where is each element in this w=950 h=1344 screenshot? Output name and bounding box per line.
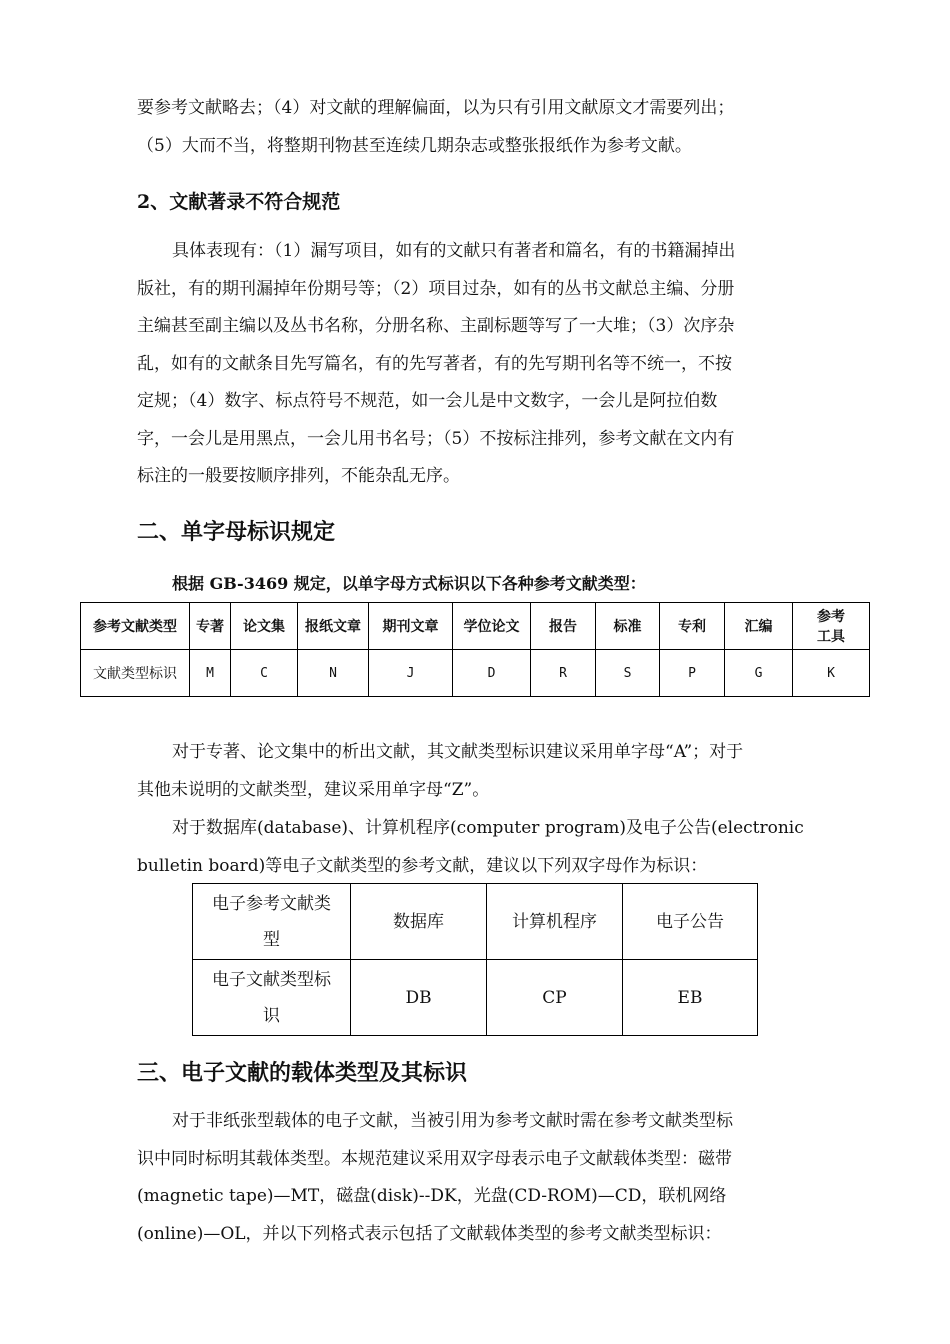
section-heading-san: 三、电子文献的载体类型及其标识 (137, 1060, 468, 1086)
table-row-label (193, 884, 351, 960)
table-cell: J (369, 650, 453, 697)
text-line: 对于专著、论文集中的析出文献，其文献类型标识建议采用单字母“A”；对于 (172, 742, 744, 762)
text-line: 乱，如有的文献条目先写篇名，有的先写著者，有的先写期刊名等不统一，不按 (137, 353, 732, 374)
table-cell: CP (487, 960, 623, 1036)
header-text-line: 工具 (817, 629, 845, 645)
section-2-paragraph (137, 233, 827, 496)
text-line: (magnetic tape)—MT，磁盘(disk)--DK，光盘(CD-ROM)—CD，联机网络 (137, 1186, 727, 1206)
section-heading-er: 二、单字母标识规定 (137, 519, 336, 545)
label-text-line: 型 (263, 929, 280, 950)
table-cell: D (453, 650, 531, 697)
text-line: 版社，有的期刊漏掉年份期号等；（2）项目过杂，如有的丛书文献总主编、分册 (137, 278, 735, 299)
table-row-label (193, 960, 351, 1036)
table-cell: C (231, 650, 298, 697)
table-header-cell: 汇编 (725, 603, 793, 650)
table-header-cell: 学位论文 (453, 603, 531, 650)
text-line: （5）大而不当，将整期刊物甚至连续几期杂志或整张报纸作为参考文献。 (137, 135, 692, 156)
text-line: (online)—OL，并以下列格式表示包括了文献载体类型的参考文献类型标识： (137, 1223, 722, 1244)
table-cell: DB (351, 960, 487, 1036)
label-text-line: 电子文献类型标 (212, 969, 331, 990)
text-line: 其他未说明的文献类型，建议采用单字母“Z”。 (137, 779, 490, 800)
table-header-cell: 计算机程序 (487, 884, 623, 960)
text-line: 识中同时标明其载体类型。本规范建议采用双字母表示电子文献载体类型：磁带 (137, 1148, 732, 1169)
table-cell: P (660, 650, 725, 697)
table-header-cell: 电子公告 (623, 884, 758, 960)
header-text-line: 参考 (817, 609, 845, 625)
table-cell: M (190, 650, 231, 697)
electronic-code-table (192, 883, 758, 1036)
text-line: 标注的一般要按顺序排列，不能杂乱无序。 (137, 466, 460, 486)
text-line: 对于非纸张型载体的电子文献，当被引用为参考文献时需在参考文献类型标 (172, 1111, 733, 1131)
table-cell: G (725, 650, 793, 697)
table-header-cell (793, 603, 870, 650)
text-line: 定规；（4）数字、标点符号不规范，如一会儿是中文数字，一会儿是阿拉伯数 (137, 391, 718, 411)
note-paragraph-2 (137, 810, 827, 885)
table-row-label: 文献类型标识 (81, 650, 190, 697)
table-row (81, 650, 870, 697)
table-header-cell: 论文集 (231, 603, 298, 650)
table-header-row (81, 603, 870, 650)
note-paragraph-1 (137, 734, 827, 809)
table-cell: S (596, 650, 660, 697)
table-header-cell: 标准 (596, 603, 660, 650)
text-line: 对于数据库(database)、计算机程序(computer program)及电子公告(electronic (172, 818, 804, 838)
text-line: 要参考文献略去；（4）对文献的理解偏面，以为只有引用文献原文才需要列出； (137, 98, 735, 118)
section-heading-2: 2、文献著录不符合规范 (137, 191, 341, 213)
text-line: bulletin board)等电子文献类型的参考文献，建议以下列双字母作为标识： (137, 855, 708, 876)
table-header-cell: 报告 (531, 603, 596, 650)
intro-paragraph (137, 90, 827, 165)
table-cell: N (298, 650, 369, 697)
table-header-cell: 期刊文章 (369, 603, 453, 650)
table-header-cell: 报纸文章 (298, 603, 369, 650)
table-header-cell: 参考文献类型 (81, 603, 190, 650)
table-header-cell: 专利 (660, 603, 725, 650)
section-san-paragraph (137, 1103, 827, 1253)
table-cell: K (793, 650, 870, 697)
text-line: 字，一会儿是用黑点，一会儿用书名号；（5）不按标注排列，参考文献在文内有 (137, 428, 735, 449)
letter-code-table (80, 602, 870, 697)
table-caption: 根据 GB-3469 规定，以单字母方式标识以下各种参考文献类型： (172, 574, 646, 593)
table-header-cell: 专著 (190, 603, 231, 650)
label-text-line: 电子参考文献类 (212, 893, 331, 914)
table-row (193, 960, 758, 1036)
label-text-line: 识 (263, 1005, 280, 1026)
text-line: 主编甚至副主编以及丛书名称，分册名称、主副标题等写了一大堆；（3）次序杂 (137, 316, 735, 336)
table-cell: EB (623, 960, 758, 1036)
table-header-cell: 数据库 (351, 884, 487, 960)
text-line: 具体表现有：（1）漏写项目，如有的文献只有著者和篇名，有的书籍漏掉出 (172, 241, 736, 261)
table-cell: R (531, 650, 596, 697)
table-row (193, 884, 758, 960)
